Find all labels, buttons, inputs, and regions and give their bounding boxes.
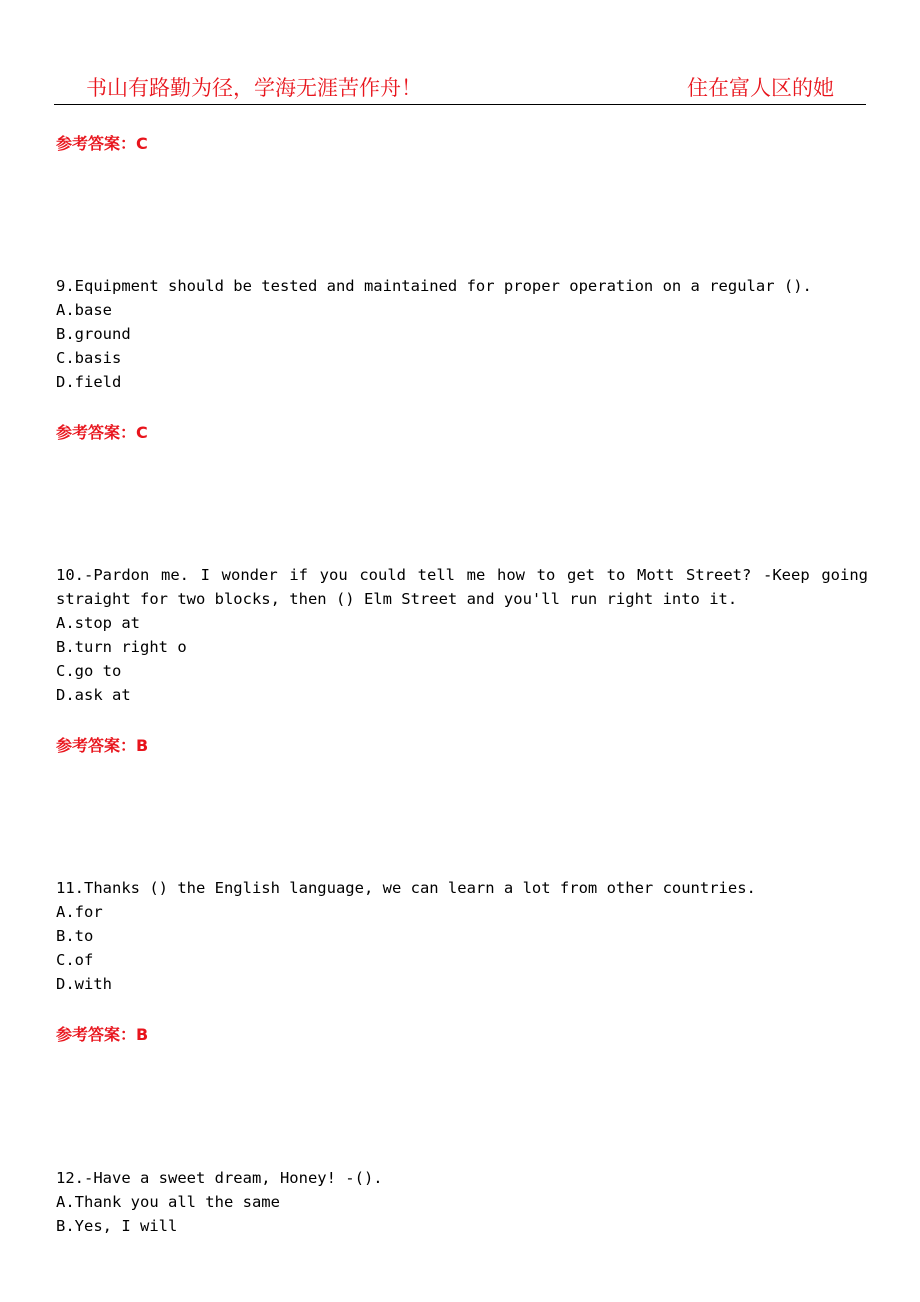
option-b: B.Yes, I will <box>56 1217 178 1235</box>
option-a: A.for <box>56 903 103 921</box>
option-d: D.with <box>56 975 112 993</box>
answer-line <box>56 1022 148 1045</box>
question-text: 12.-Have a sweet dream, Honey! -(). <box>56 1169 383 1187</box>
question-10 <box>56 563 868 707</box>
header-author: 住在富人区的她 <box>687 76 834 100</box>
answer-value: C <box>136 423 148 442</box>
option-c: C.go to <box>56 662 122 680</box>
answer-label: 参考答案： <box>56 1025 137 1044</box>
answer-line <box>56 420 148 443</box>
question-9 <box>56 274 868 394</box>
option-c: C.basis <box>56 349 122 367</box>
answer-value: B <box>136 736 149 755</box>
page-header <box>54 66 866 105</box>
question-text: 10.-Pardon me. I wonder if you could tell me how to get to Mott Street? -Keep going straight for two blocks, then () Elm Street and you'll run right into it. <box>56 566 868 608</box>
answer-label: 参考答案： <box>56 736 137 755</box>
question-12 <box>56 1166 868 1238</box>
answer-value: B <box>136 1025 149 1044</box>
option-a: A.Thank you all the same <box>56 1193 280 1211</box>
option-b: B.ground <box>56 325 131 343</box>
option-d: D.ask at <box>56 686 131 704</box>
option-a: A.base <box>56 301 112 319</box>
header-motto: 书山有路勤为径，学海无涯苦作舟！ <box>86 76 422 100</box>
question-text: 9.Equipment should be tested and maintained for proper operation on a regular (). <box>56 277 812 295</box>
answer-line <box>56 733 148 756</box>
option-d: D.field <box>56 373 122 391</box>
option-b: B.to <box>56 927 94 945</box>
option-a: A.stop at <box>56 614 140 632</box>
question-11 <box>56 876 868 996</box>
question-text: 11.Thanks () the English language, we can learn a lot from other countries. <box>56 879 756 897</box>
answer-label: 参考答案： <box>56 423 137 442</box>
answer-value: C <box>136 134 148 153</box>
option-b: B.turn right o <box>56 638 187 656</box>
answer-line <box>56 131 148 154</box>
answer-label: 参考答案： <box>56 134 137 153</box>
option-c: C.of <box>56 951 94 969</box>
